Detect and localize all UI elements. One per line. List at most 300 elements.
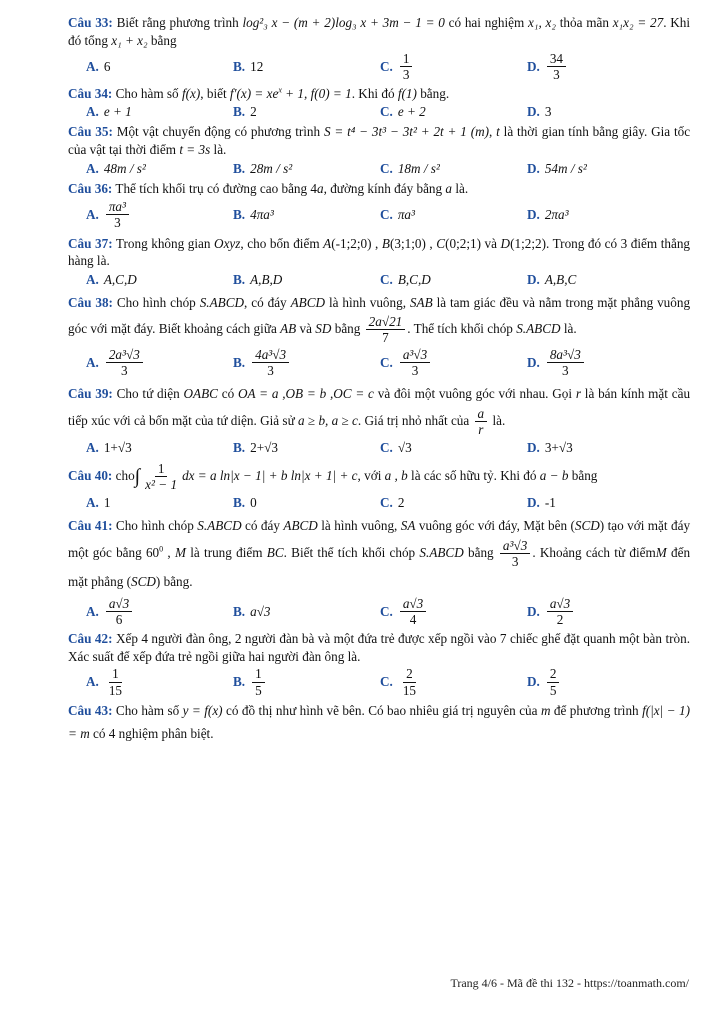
equation: dx = a ln|x − 1| + b ln|x + 1| + c [182, 468, 358, 484]
answer-options [68, 596, 690, 628]
question-38 [68, 291, 690, 379]
option-d[interactable] [527, 596, 674, 628]
option-d[interactable] [527, 271, 674, 289]
fraction [106, 199, 129, 231]
option-value: 54m / s² [544, 160, 587, 176]
stem-text: bằng [334, 321, 361, 337]
option-d[interactable] [527, 494, 674, 512]
question-33 [68, 14, 690, 83]
question-stem [68, 461, 690, 493]
option-c[interactable] [380, 103, 527, 121]
fraction [252, 666, 265, 698]
stem-text: , biết [200, 85, 227, 101]
option-a[interactable] [86, 51, 233, 83]
numerator: 2a√21 [366, 314, 406, 330]
stem-text: . Biết thể tích khối chóp [283, 545, 416, 561]
stem-text: Trong không gian [115, 235, 211, 251]
fraction [475, 406, 488, 438]
math-text: S.ABCD [419, 545, 464, 561]
fraction [547, 51, 566, 83]
option-a[interactable] [86, 271, 233, 289]
option-b[interactable] [233, 666, 380, 698]
denominator: x² − 1 [145, 477, 178, 493]
option-value: A,C,D [103, 272, 137, 288]
option-letter: B. [233, 495, 246, 511]
question-stem [68, 14, 690, 50]
question-34 [68, 85, 690, 122]
option-letter: D. [527, 355, 540, 371]
numerator: a√3 [400, 596, 426, 612]
option-letter: D. [527, 160, 540, 176]
answer-options [68, 439, 690, 457]
option-letter: C. [380, 272, 393, 288]
math-text: ABCD [290, 294, 326, 310]
math-text: f′(x) = xe [229, 85, 279, 101]
option-value: a√3 [250, 603, 271, 619]
option-value: 48m / s² [103, 160, 146, 176]
question-stem [68, 514, 690, 595]
fraction [400, 347, 430, 379]
stem-text: thỏa mãn [559, 15, 609, 30]
stem-text: đến mặt phẳng ( [68, 545, 691, 590]
stem-text: là. [213, 142, 227, 158]
question-stem [68, 700, 690, 745]
option-letter: C. [380, 674, 393, 690]
denominator: r [478, 422, 484, 438]
fraction [106, 347, 143, 379]
point-label: C [436, 235, 446, 251]
math-text: AB [280, 321, 297, 337]
option-b[interactable] [233, 596, 380, 628]
stem-text: có đồ thị như hình vẽ bên. Có bao nhiêu giá trị nguyên của [226, 703, 538, 719]
question-label: Câu 39: [68, 386, 113, 402]
question-stem [68, 381, 690, 438]
question-40 [68, 461, 690, 512]
option-value: 1 [103, 495, 111, 511]
fraction [547, 347, 584, 379]
option-b[interactable] [233, 439, 380, 457]
option-a[interactable] [86, 439, 233, 457]
point-label: A [323, 235, 332, 251]
stem-text: ) tạo với mặt đáy một góc bằng 60 [68, 517, 691, 561]
option-letter: B. [233, 206, 246, 222]
option-value: 3 [544, 104, 552, 120]
option-letter: B. [233, 440, 246, 456]
option-d[interactable] [527, 666, 674, 698]
stem-text: có hai nghiệm [448, 15, 525, 30]
option-letter: D. [527, 272, 540, 288]
option-a[interactable] [86, 103, 233, 121]
question-label: Câu 40: [68, 468, 113, 484]
question-43 [68, 700, 690, 745]
math-text: OABC [183, 386, 218, 402]
question-42 [68, 630, 690, 699]
denominator: 4 [409, 611, 417, 627]
option-d[interactable] [527, 51, 674, 83]
math-text: M [174, 545, 186, 561]
stem-text: Xếp 4 người đàn ông, 2 người đàn bà và một đứa trẻ được xếp ngồi vào 7 chiếc ghế đặt quanh một bàn tròn. Xác suất để xếp đứa trẻ ngồi giữa hai người đàn ông là. [68, 630, 690, 664]
option-letter: C. [380, 495, 393, 511]
option-value: -1 [544, 495, 556, 511]
option-letter: B. [233, 272, 246, 288]
option-letter: B. [233, 160, 246, 176]
option-a[interactable] [86, 160, 233, 178]
math-text: S.ABCD [199, 294, 245, 310]
option-value: 2 [397, 495, 405, 511]
option-c[interactable] [380, 51, 527, 83]
option-c[interactable] [380, 666, 527, 698]
numerator: a√3 [547, 596, 573, 612]
denominator: 3 [511, 554, 519, 570]
option-b[interactable] [233, 103, 380, 121]
option-letter: A. [86, 603, 99, 619]
stem-text: . Giá trị nhỏ nhất của [357, 413, 470, 429]
answer-options [68, 51, 690, 83]
option-letter: A. [86, 160, 99, 176]
stem-text: , với [357, 468, 382, 484]
stem-text: . Khi đó tổng [68, 15, 691, 48]
question-label: Câu 41: [68, 517, 113, 533]
fraction [142, 461, 180, 493]
option-value: e + 2 [397, 104, 426, 120]
option-letter: C. [380, 603, 393, 619]
numerator: 8a³√3 [547, 347, 584, 363]
option-value: πa³ [397, 206, 415, 222]
denominator: 3 [121, 363, 128, 379]
degree-exponent: 0 [159, 544, 164, 554]
math-text: f(1) [397, 85, 417, 101]
stem-text: và đôi một vuông góc với nhau. Gọi [377, 386, 573, 402]
option-b[interactable] [233, 271, 380, 289]
fraction [400, 51, 413, 83]
stem-text: . Khoảng cách từ điểm [532, 545, 656, 561]
option-letter: D. [527, 440, 540, 456]
question-label: Câu 33: [68, 15, 113, 30]
numerator: 2a³√3 [106, 347, 143, 363]
question-label: Câu 43: [68, 703, 113, 719]
option-letter: B. [233, 603, 246, 619]
equation: log²₃ x − (m + 2)log₃ x + 3m − 1 = 0 [242, 15, 445, 30]
stem-text: Cho hình chóp [115, 517, 194, 533]
stem-text: có đáy [245, 517, 280, 533]
question-41 [68, 514, 690, 628]
denominator: 5 [255, 682, 262, 698]
numerator: 4a³√3 [252, 347, 289, 363]
option-value: 18m / s² [397, 160, 440, 176]
option-letter: B. [233, 58, 246, 74]
question-label: Câu 34: [68, 85, 113, 101]
stem-text: Cho hàm số [115, 703, 180, 719]
math-text: SA [400, 517, 416, 533]
stem-text: bằng [468, 545, 494, 561]
option-letter: C. [380, 104, 393, 120]
stem-text: (1;2;2). Trong đó có 3 điểm thẳng hàng là. [68, 235, 691, 269]
option-letter: A. [86, 272, 99, 288]
numerator: 2 [547, 666, 560, 682]
math-text: a [317, 180, 324, 196]
math-text: SCD [131, 574, 156, 590]
numerator: a³√3 [500, 538, 530, 554]
question-37 [68, 235, 690, 289]
option-c[interactable] [380, 347, 527, 379]
point-label: D [500, 235, 511, 251]
option-a[interactable] [86, 199, 233, 231]
option-a[interactable] [86, 494, 233, 512]
stem-text: là. [563, 321, 577, 337]
option-value: A,B,D [250, 272, 283, 288]
math-text: y = f(x) [182, 703, 223, 719]
option-value: 3+√3 [544, 440, 573, 456]
question-label: Câu 42: [68, 630, 113, 646]
numerator: 1 [155, 461, 168, 477]
stem-text: và [299, 321, 312, 337]
option-value: 12 [250, 58, 264, 74]
option-b[interactable] [233, 160, 380, 178]
stem-text: bằng [150, 32, 177, 48]
option-b[interactable] [233, 51, 380, 83]
option-letter: B. [233, 104, 246, 120]
option-value: 2 [250, 104, 257, 120]
fraction [500, 538, 530, 570]
option-c[interactable] [380, 439, 527, 457]
option-value: e + 1 [103, 104, 132, 120]
math-text: BC [266, 545, 284, 561]
numerator: 34 [547, 51, 566, 67]
math-text: x₁, x₂ [528, 15, 556, 30]
exam-page [68, 14, 690, 747]
option-c[interactable] [380, 596, 527, 628]
option-c[interactable] [380, 160, 527, 178]
answer-options [68, 160, 690, 178]
stem-text: (3;1;0) , [389, 235, 433, 251]
denominator: 5 [549, 682, 557, 698]
question-label: Câu 35: [68, 124, 113, 140]
option-c[interactable] [380, 199, 527, 231]
option-letter: D. [527, 495, 540, 511]
option-d[interactable] [527, 103, 674, 121]
fraction [106, 666, 125, 698]
numerator: a³√3 [400, 347, 430, 363]
stem-text: Thể tích khối trụ có đường cao bằng 4 [115, 180, 318, 196]
denominator: 3 [562, 363, 569, 379]
question-stem [68, 85, 690, 103]
stem-text: Biết rằng phương trình [116, 15, 239, 30]
stem-text: , [489, 124, 493, 140]
math-text: SD [315, 321, 332, 337]
option-d[interactable] [527, 439, 674, 457]
option-letter: D. [527, 104, 540, 120]
fraction [547, 666, 560, 698]
denominator: 15 [108, 682, 123, 698]
math-text: m [540, 703, 551, 719]
stem-text: là hình vuông, [321, 517, 398, 533]
math-text: ABCD [283, 517, 318, 533]
math-text: x₁ + x₂ [111, 32, 148, 48]
option-value: 28m / s² [250, 160, 293, 176]
math-text: Oxyz [214, 235, 241, 251]
stem-text: là bán kính mặt cầu tiếp xúc với cả bốn mặt của tứ diện. Giả sử [68, 386, 691, 429]
integral-sign: ∫ [134, 465, 141, 488]
question-stem [68, 180, 690, 198]
denominator: 3 [114, 214, 121, 230]
point-label: B [381, 235, 390, 251]
option-c[interactable] [380, 494, 527, 512]
fraction [106, 596, 132, 628]
option-a[interactable] [86, 596, 233, 628]
numerator: πa³ [106, 199, 129, 215]
exponent: x [278, 85, 282, 95]
option-letter: A. [86, 104, 99, 120]
option-letter: A. [86, 495, 99, 511]
option-letter: A. [86, 58, 99, 74]
denominator: 3 [402, 66, 410, 82]
fraction [547, 596, 573, 628]
math-text: r [575, 386, 581, 402]
question-stem [68, 291, 690, 346]
option-letter: C. [380, 206, 393, 222]
option-letter: A. [86, 674, 99, 690]
option-letter: C. [380, 440, 393, 456]
option-value: √3 [397, 440, 412, 456]
math-text: S.ABCD [516, 321, 561, 337]
answer-options [68, 347, 690, 379]
stem-text: là tam giác đều và nằm trong mặt phẳng vuông góc với mặt đáy. Biết khoảng cách giữa [68, 294, 691, 337]
stem-text: (0;2;1) và [445, 235, 497, 251]
stem-text: Cho hình chóp [116, 294, 196, 310]
numerator: 2 [403, 666, 416, 682]
denominator: 6 [115, 611, 123, 627]
question-stem [68, 235, 690, 271]
math-text: x₁x₂ = 27 [612, 15, 664, 30]
stem-text: (-1;2;0) , [331, 235, 379, 251]
math-text: SAB [409, 294, 433, 310]
option-a[interactable] [86, 666, 233, 698]
denominator: 3 [553, 66, 560, 82]
math-text: + 1, [281, 85, 308, 101]
stem-text: là. [492, 413, 506, 429]
equation: S = t⁴ − 3t³ − 3t² + 2t + 1 (m) [323, 124, 490, 140]
question-label: Câu 36: [68, 180, 113, 196]
stem-text: , [167, 545, 171, 561]
option-c[interactable] [380, 271, 527, 289]
math-text: a − b [539, 468, 569, 484]
math-text: t [496, 124, 500, 140]
denominator: 3 [267, 363, 274, 379]
denominator: 2 [556, 611, 564, 627]
fraction [400, 596, 426, 628]
answer-options [68, 199, 690, 231]
question-35 [68, 123, 690, 177]
stem-text: bằng. [420, 85, 450, 101]
numerator: 1 [252, 666, 265, 682]
math-text: S.ABCD [197, 517, 242, 533]
stem-text: là hình vuông, [328, 294, 406, 310]
option-letter: B. [233, 355, 246, 371]
stem-text: là. [455, 180, 469, 196]
option-value: 6 [103, 58, 111, 74]
option-value: 2πa³ [544, 206, 569, 222]
numerator: 1 [400, 51, 413, 67]
stem-text: . Thể tích khối chóp [407, 321, 513, 337]
answer-options [68, 494, 690, 512]
answer-options [68, 271, 690, 289]
option-letter: D. [527, 58, 540, 74]
option-value: A,B,C [544, 272, 577, 288]
stem-text: , có đáy [244, 294, 287, 310]
stem-text: Cho hàm số [115, 85, 179, 101]
denominator: 15 [402, 682, 417, 698]
stem-text: vuông góc với đáy, Mặt bên ( [418, 517, 575, 533]
option-value: 2+√3 [250, 440, 278, 456]
numerator: 1 [109, 666, 122, 682]
question-36 [68, 180, 690, 231]
question-stem [68, 630, 690, 666]
stem-text: là các số hữu tỷ. Khi đó [411, 468, 537, 484]
stem-text: bằng [571, 468, 598, 484]
option-b[interactable] [233, 199, 380, 231]
stem-text: Một vật chuyển động có phương trình [116, 124, 321, 140]
denominator: 3 [411, 363, 419, 379]
equation: f(|x| − 1) = m [68, 703, 690, 741]
denominator: 7 [382, 330, 389, 346]
stem-text: là thời gian tính bằng giây. Gia tốc của vật tại thời điểm [68, 124, 691, 158]
option-letter: D. [527, 603, 540, 619]
stem-text: , đường kính đáy bằng [323, 180, 443, 196]
math-text: f(0) = 1 [310, 85, 352, 101]
answer-options [68, 666, 690, 698]
option-d[interactable] [527, 347, 674, 379]
option-letter: A. [86, 355, 99, 371]
math-text: t = 3s [179, 142, 211, 158]
stem-text: cho [115, 468, 135, 484]
option-letter: A. [86, 206, 99, 222]
question-label: Câu 38: [68, 294, 113, 310]
stem-text: có [221, 386, 235, 402]
math-text: a [445, 180, 453, 196]
answer-options [68, 103, 690, 121]
option-a[interactable] [86, 347, 233, 379]
math-text: f(x) [181, 85, 201, 101]
numerator: a√3 [106, 596, 132, 612]
stem-text: là trung điểm [190, 545, 263, 561]
fraction [252, 347, 289, 379]
option-d[interactable] [527, 160, 674, 178]
option-letter: A. [86, 440, 99, 456]
option-letter: C. [380, 160, 393, 176]
question-label: Câu 37: [68, 235, 113, 251]
numerator: a [475, 406, 488, 422]
option-letter: D. [527, 674, 540, 690]
math-text: a , b [384, 468, 408, 484]
question-stem [68, 123, 690, 159]
math-text: a ≥ b, a ≥ c [298, 413, 358, 429]
option-value: 1+√3 [103, 440, 132, 456]
stem-text: có 4 nghiệm phân biệt. [93, 725, 214, 741]
question-39 [68, 381, 690, 457]
option-value: 0 [250, 495, 257, 511]
option-d[interactable] [527, 199, 674, 231]
stem-text: để phương trình [553, 703, 639, 719]
option-letter: C. [380, 355, 393, 371]
option-letter: C. [380, 58, 393, 74]
stem-text: Cho tứ diện [116, 386, 180, 402]
option-b[interactable] [233, 494, 380, 512]
stem-text: . Khi đó [351, 85, 395, 101]
stem-text: ) bằng. [155, 574, 193, 590]
option-letter: D. [527, 206, 540, 222]
option-b[interactable] [233, 347, 380, 379]
math-text: SCD [574, 517, 600, 533]
